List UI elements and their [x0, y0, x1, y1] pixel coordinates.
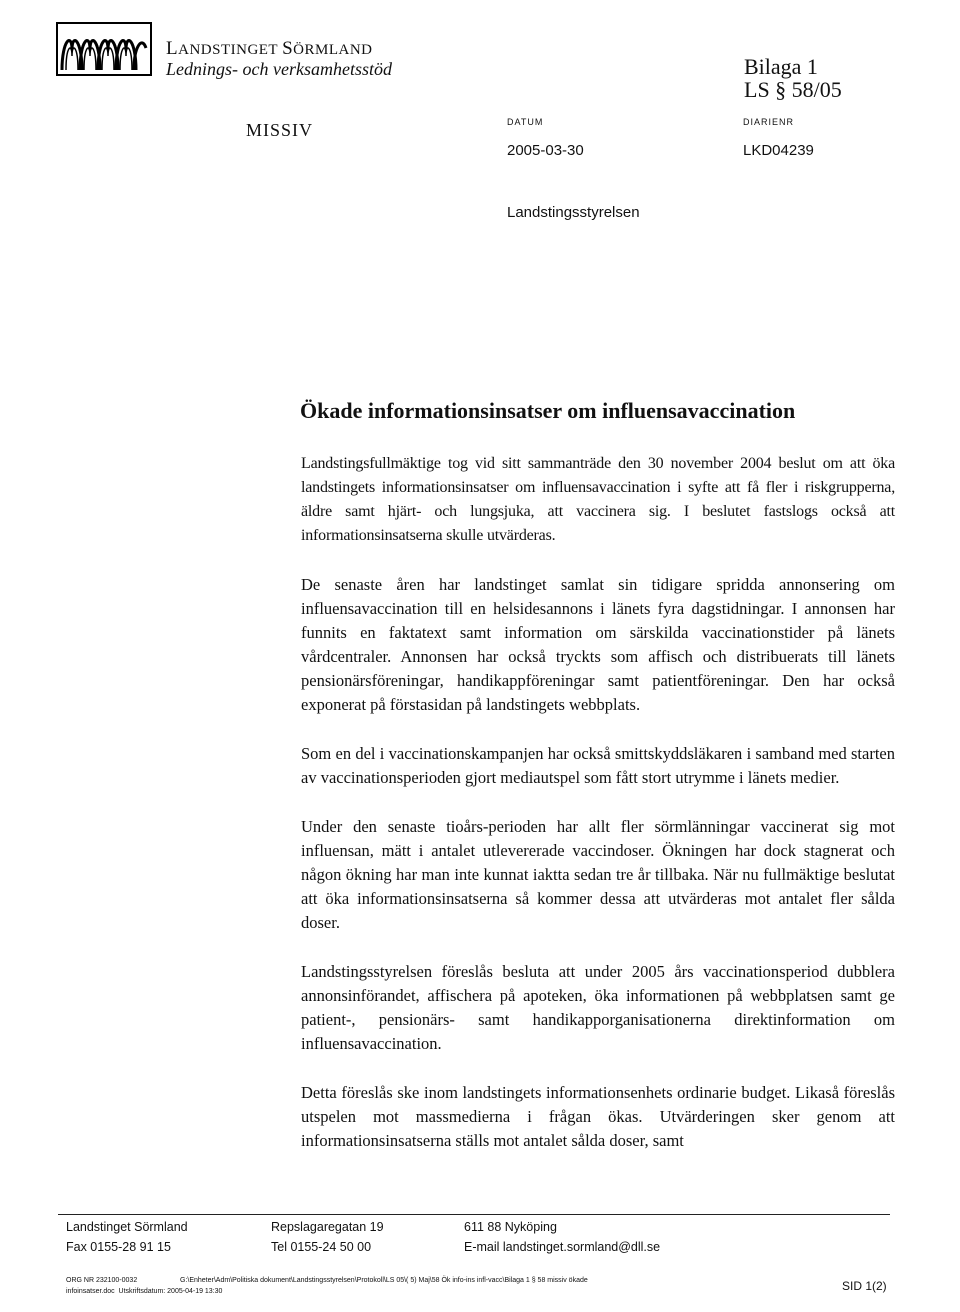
body-paragraph: Som en del i vaccinationskampanjen har också smittskyddsläkaren i samband med starten av vaccinationsperioden gjort mediautspel som fått stort utrymme i länets medier.: [301, 744, 895, 787]
footer-street-address: Repslagaregatan 19: [271, 1220, 384, 1234]
file-name: infoinsatser.doc: [66, 1288, 115, 1295]
landstinget-logo-icon: [56, 22, 152, 76]
document-heading: Ökade informationsinsatser om influensavaccination: [300, 398, 796, 423]
organization-number: ORG NR 232100-0032: [66, 1277, 138, 1284]
print-info: [66, 1288, 222, 1295]
body-paragraph: Detta föreslås ske inom landstingets informationsenhets ordinarie budget. Likaså föreslås utspelen mot massmedierna i frågan ökas. Utvärderingen sker genom att informationsinsatserna ställs mot antalet sålda doser, samt: [301, 1083, 895, 1150]
page-number: SID 1(2): [842, 1279, 887, 1293]
footer-organization: Landstinget Sörmland: [66, 1220, 188, 1234]
attachment-reference: LS § 58/05: [744, 77, 842, 102]
diary-number-label: DIARIENR: [743, 117, 795, 127]
footer-fax: Fax 0155-28 91 15: [66, 1240, 171, 1254]
body-paragraph: Under den senaste tioårs-perioden har allt fler sörmlänningar vaccinerat sig mot influensan, mätt i antalet utlevererade vaccindoser. Ökningen har dock stagnerat och någon ökning har man inte kunnat iaktta sedan tre år tillbaka. När nu fullmäktige beslutat att öka informationsinsatserna så kommer dessa att utvärderas mot antalet fler sålda doser.: [301, 817, 895, 932]
document-body: [301, 452, 895, 1178]
date-value: 2005-03-30: [507, 142, 584, 159]
body-paragraph: De senaste åren har landstinget samlat sin tidigare spridda annonsering om influensavaccination till en helsidesannons i länets fyra dagstidningar. I annonsen har funnits en faktatext samt information om särskilda vaccinationstider på länets vårdcentraler. Annonsen har också tryckts som affisch och distribuerats till länets pensionärsföreningar, handikappföreningar samt patientföreningar. Den har också exponerat på förstasidan på landstingets webbplats.: [301, 575, 895, 714]
attachment-title: Bilaga 1: [744, 54, 818, 79]
file-path: G:\Enheter\Adm\Politiska dokument\Landstingsstyrelsen\Protokoll\LS 05\( 5) Maj\58 Ök info-ins infl-vacc\Bilaga 1 § 58 missiv ökade: [180, 1277, 588, 1284]
organization-department: Lednings- och verksamhetsstöd: [166, 59, 392, 79]
footer-phone: Tel 0155-24 50 00: [271, 1240, 372, 1254]
footer-divider: [58, 1214, 890, 1215]
print-date: Utskriftsdatum: 2005-04-19 13:30: [118, 1288, 223, 1295]
recipient: Landstingsstyrelsen: [507, 204, 640, 221]
body-paragraph: Landstingsfullmäktige tog vid sitt sammanträde den 30 november 2004 beslut om att öka landstingets informationsinsatser om influensavaccination i syfte att få fler i riskgrupperna, äldre samt hjärt- och lungsjuka, att vaccinera sig. I beslutet fastslogs också att informationsinsatserna skulle utvärderas.: [301, 455, 895, 544]
organization-name: LANDSTINGET SÖRMLAND: [166, 38, 373, 59]
footer-email: E-mail landstinget.sormland@dll.se: [464, 1240, 661, 1254]
body-paragraph: Landstingsstyrelsen föreslås besluta att under 2005 års vaccinationsperiod dubblera annonsinförandet, affischera på apoteken, öka informationen på webbplatsen samt ge patient-, pensionärs- samt handikapporganisationerna direktinformation om influensavaccination.: [301, 962, 895, 1053]
document-type: MISSIV: [246, 120, 314, 140]
footer-postal-address: 611 88 Nyköping: [464, 1220, 557, 1234]
diary-number-value: LKD04239: [743, 142, 814, 159]
date-label: DATUM: [507, 117, 544, 127]
